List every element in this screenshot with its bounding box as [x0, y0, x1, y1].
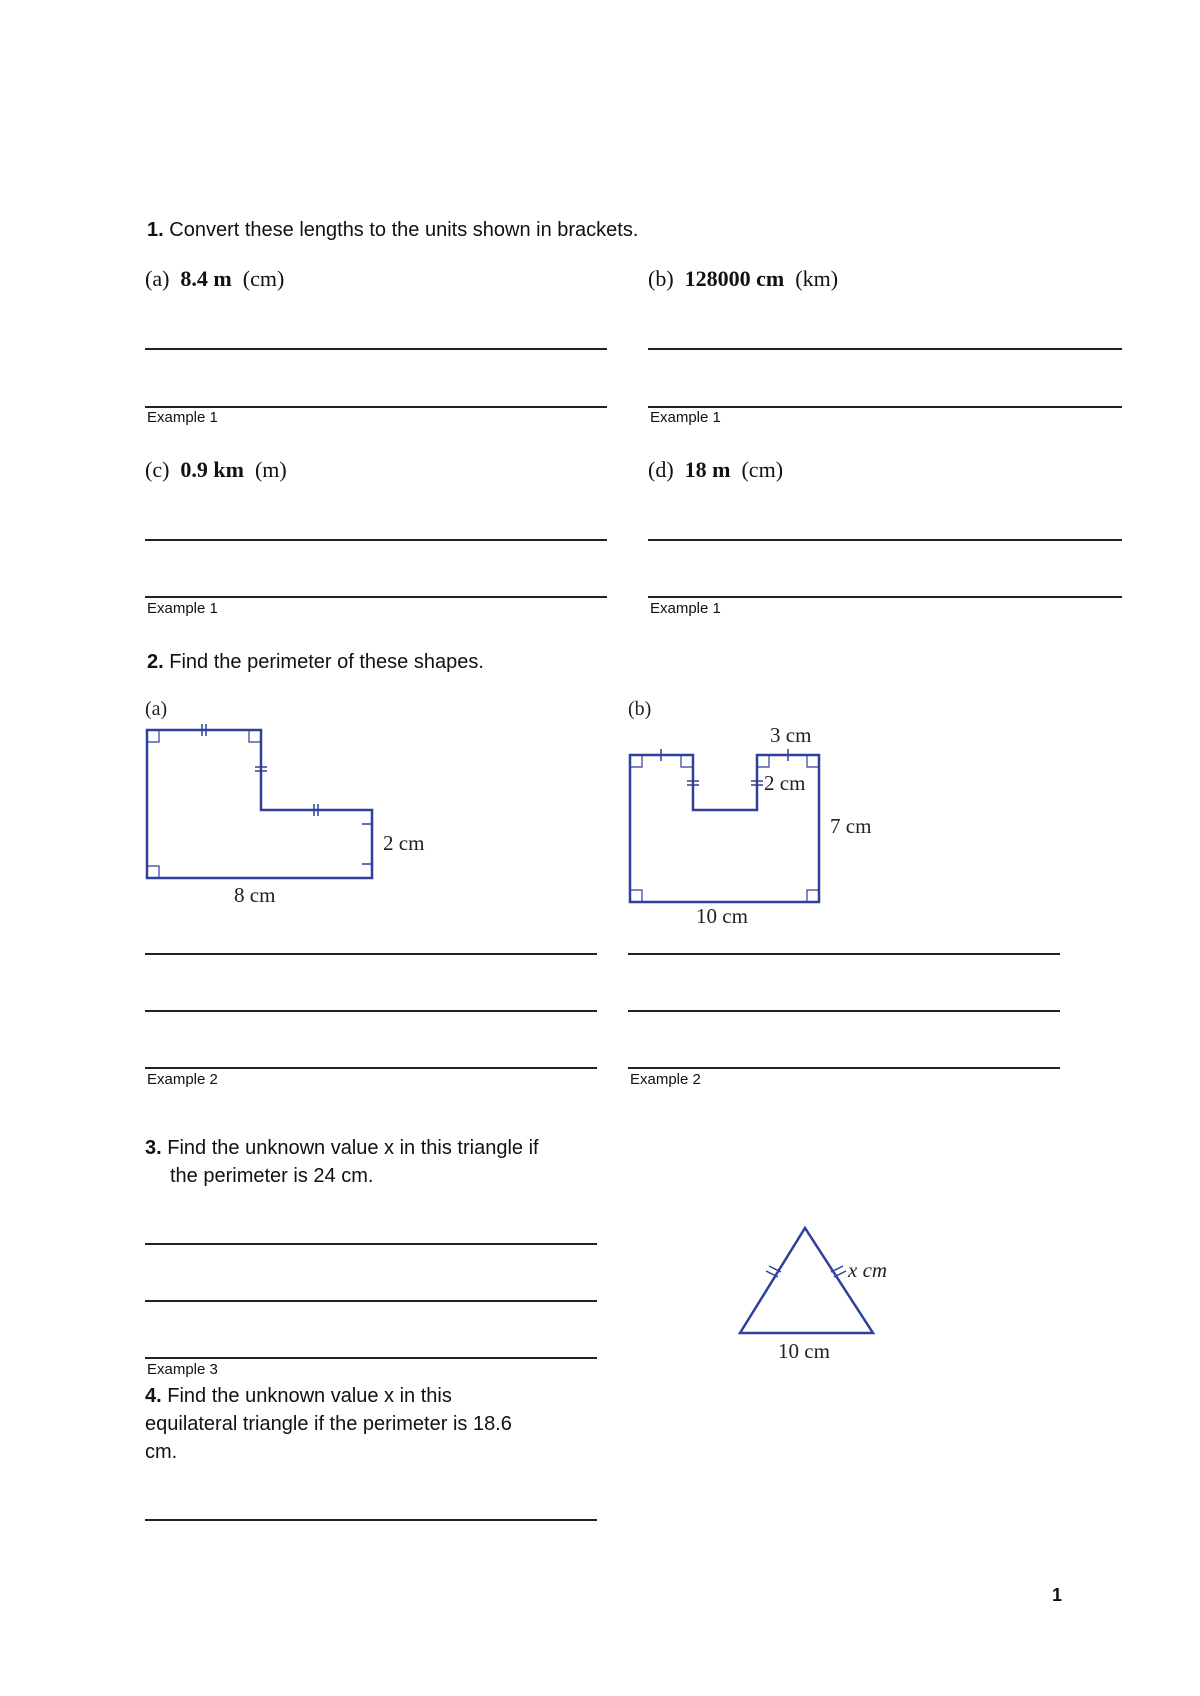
answer-line[interactable]: [648, 596, 1122, 598]
q3-prompt: [145, 1134, 539, 1162]
q1c-label: (c): [145, 457, 170, 482]
q1c: [145, 457, 287, 483]
tick-marks: [202, 724, 372, 864]
q3-line1: Find the unknown value x in this triangle if: [167, 1137, 539, 1159]
answer-line[interactable]: [145, 1010, 597, 1012]
q1-number: 1.: [147, 219, 164, 241]
q3-number: 3.: [145, 1137, 162, 1159]
answer-line[interactable]: [628, 1010, 1060, 1012]
q2a-label: (a): [145, 698, 168, 720]
answer-line[interactable]: [145, 406, 607, 408]
answer-line[interactable]: [145, 348, 607, 350]
q2-prompt: [147, 648, 484, 676]
q2-number: 2.: [147, 651, 164, 673]
answer-line[interactable]: [648, 348, 1122, 350]
example-ref: Example 1: [650, 409, 721, 426]
q1a-value: 8.4 m: [180, 266, 232, 291]
q1d-unit: (cm): [741, 457, 784, 482]
triangle-base-label: 10 cm: [778, 1339, 830, 1363]
example-ref: Example 1: [147, 600, 218, 617]
shape-b-top-label: 3 cm: [770, 723, 812, 747]
q1d-value: 18 m: [684, 457, 731, 482]
q1c-value: 0.9 km: [180, 457, 244, 482]
example-ref: Example 2: [630, 1071, 701, 1088]
q1a-label: (a): [145, 266, 170, 291]
q1a-unit: (cm): [242, 266, 285, 291]
q2b-label: (b): [628, 698, 652, 720]
answer-line[interactable]: [145, 596, 607, 598]
q1a: [145, 266, 284, 292]
answer-line[interactable]: [145, 1357, 597, 1359]
shape-b-right-label: 7 cm: [830, 814, 872, 838]
shape-b-notch-label: 2 cm: [764, 771, 806, 795]
answer-line[interactable]: [145, 1300, 597, 1302]
shape-b-bottom-label: 10 cm: [696, 904, 748, 928]
q4-prompt: [145, 1382, 452, 1410]
shape-a-bottom-label: 8 cm: [234, 883, 276, 907]
q1b-value: 128000 cm: [684, 266, 785, 291]
q1b: [648, 266, 838, 292]
q1d-label: (d): [648, 457, 674, 482]
answer-line[interactable]: [648, 406, 1122, 408]
example-ref: Example 3: [147, 1361, 218, 1378]
q4-number: 4.: [145, 1385, 162, 1407]
answer-line[interactable]: [145, 1243, 597, 1245]
answer-line[interactable]: [145, 953, 597, 955]
q4-line3: cm.: [145, 1441, 178, 1463]
q1d: [648, 457, 783, 483]
shape-b-diagram: [620, 715, 940, 930]
answer-line[interactable]: [628, 1067, 1060, 1069]
answer-line[interactable]: [145, 539, 607, 541]
q1b-label: (b): [648, 266, 674, 291]
example-ref: Example 2: [147, 1071, 218, 1088]
shape-a-outline: [147, 730, 372, 878]
q3-line2: the perimeter is 24 cm.: [170, 1165, 374, 1187]
shape-a-side-label: 2 cm: [383, 831, 425, 855]
q1b-unit: (km): [795, 266, 839, 291]
answer-line[interactable]: [648, 539, 1122, 541]
page-number: 1: [1052, 1585, 1063, 1605]
triangle-diagram: [730, 1220, 930, 1370]
answer-line[interactable]: [145, 1519, 597, 1521]
example-ref: Example 1: [147, 409, 218, 426]
shape-a-diagram: [140, 720, 460, 920]
right-angle-marks: [147, 730, 261, 878]
q4-line1: Find the unknown value x in this: [167, 1385, 452, 1407]
example-ref: Example 1: [650, 600, 721, 617]
answer-line[interactable]: [145, 1067, 597, 1069]
q1-prompt: [147, 216, 638, 244]
triangle-side-label: x cm: [848, 1258, 888, 1282]
q2-text: Find the perimeter of these shapes.: [169, 651, 484, 673]
q1c-unit: (m): [254, 457, 287, 482]
q1-text: Convert these lengths to the units shown in brackets.: [169, 219, 639, 241]
answer-line[interactable]: [628, 953, 1060, 955]
q4-line2: equilateral triangle if the perimeter is 18.6: [145, 1413, 512, 1435]
